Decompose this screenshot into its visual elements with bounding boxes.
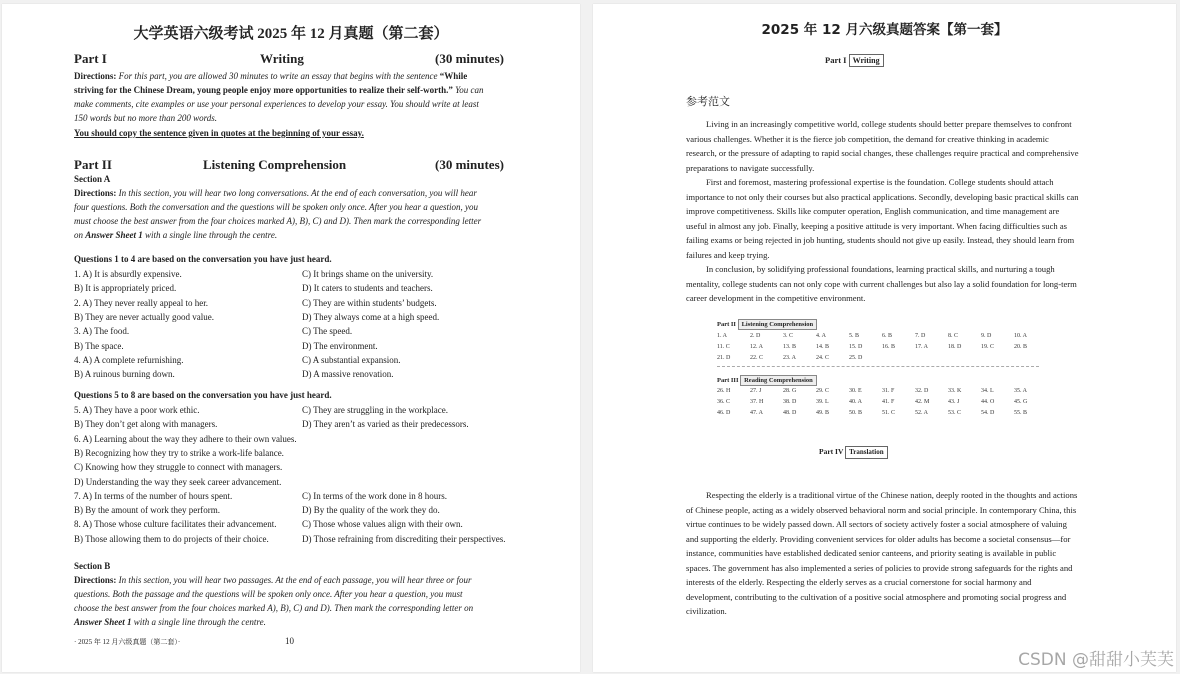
answer-row <box>717 386 1047 397</box>
answer-cell: 48. D <box>783 410 797 416</box>
answer-option-right: C) It brings shame on the university. <box>302 269 434 279</box>
translation-paragraph: Respecting the elderly is a traditional virtue of the Chinese nation, deeply rooted in the thoughts and actions of Chinese people, acting as a widely observed behavioral norm and social principle. In contemporary China, this virtue continues to be widely passed down. All sectors of society actively foster a social atmosphere of valuing and supporting the elderly. Providing convenient services for older adults has become a societal consensus—for instance, communities have established dedicated senior canteens, and priority seating is available in public spaces. The government has also implemented a series of policies to provide strong safeguards for the rights and interests of the elderly. Respecting the elderly serves as a crucial cornerstone for social harmony and development, contributing to the cultivation of a positive social atmosphere and promoting social progress and civilization. <box>686 490 1078 616</box>
answer-option-left: B) They are never actually good value. <box>74 311 215 322</box>
part1-directions-line3: make comments, cite examples or use your personal experiences to develop your essay. You should write at least <box>74 99 479 109</box>
answer-cell: 38. D <box>783 399 797 405</box>
answer-cell: 55. B <box>1014 410 1028 416</box>
essay-paragraph: Living in an increasingly competitive world, college students should better prepare themselves to confront various challenges. Whether it is the fierce job competition, the demand for creative thinking in academic research, or the pressure of adapting to rapid social changes, these challenges require practical and comprehensive preparations to navigate successfully. <box>686 119 1079 173</box>
section-b-directions-3: choose the best answer from the four choices marked A), B), C) and D). Then mark the corresponding letter on <box>74 603 474 613</box>
answer-cell: 6. B <box>882 333 893 339</box>
answer-cell: 12. A <box>750 344 764 350</box>
section-a-directions-3: must choose the best answer from the four choices marked A), B), C) and D). Then mark the corresponding letter <box>74 216 482 226</box>
answer-cell: 27. J <box>750 388 762 394</box>
essay-paragraph: First and foremost, mastering professional expertise is the foundation. College students should attach importance to not only their courses but also practical applications. Secondly, developing basic practical skills can improve competitiveness. Skills like computer operation, English communication, and time management are useful in almost any job. Finally, keeping a positive attitude is very important. When facing difficulties such as failing exams or being rejected in job hunting, students should not give up easily. Instead, they should learn from failures and keep trying. <box>686 177 1079 260</box>
answer-cell: 30. E <box>849 388 862 394</box>
part1-instruction: You should copy the sentence given in quotes at the beginning of your essay. <box>74 128 364 138</box>
answer-cell: 46. D <box>717 410 731 416</box>
part1-box: Writing <box>849 54 884 67</box>
answer-option-right: D) It caters to students and teachers. <box>302 283 433 294</box>
part1-label: Part I <box>74 51 107 66</box>
answer-option-left: B) Those allowing them to do projects of their choice. <box>74 533 269 544</box>
answer-cell: 25. D <box>849 355 863 361</box>
answer-cell: 17. A <box>915 344 929 350</box>
answer-option-left: 1. A) It is absurdly expensive. <box>74 269 182 279</box>
answer-cell: 21. D <box>717 355 731 361</box>
answer-cell: 13. B <box>783 344 797 350</box>
part2-name: Listening Comprehension <box>203 157 347 172</box>
section-b-directions-4: Answer Sheet 1 with a single line through the centre. <box>74 617 266 627</box>
answer-cell: 35. A <box>1014 388 1028 394</box>
answer-option-left: B) A ruinous burning down. <box>74 369 175 380</box>
answer-row <box>717 342 1047 353</box>
essay-paragraph: In conclusion, by solidifying professional foundations, learning practical skills, and nurturing a tough mentality, college students can not only cope with current challenges but also lay a solid foundation for long-term career development in the competitive environment. <box>686 264 1077 303</box>
page-footer-label: · 2025 年 12 月六级真题（第二套）· <box>74 638 181 646</box>
answer-row <box>717 408 1047 419</box>
section-a-heading: Section A <box>74 174 111 184</box>
part2-time: (30 minutes) <box>435 157 504 172</box>
answer-cell: 5. B <box>849 333 860 339</box>
answer-option-left: B) It is appropriately priced. <box>74 283 177 294</box>
answer-option-right: D) By the quality of the work they do. <box>302 505 440 516</box>
answer-cell: 8. C <box>948 333 959 339</box>
answer-option-left: C) Knowing how they struggle to connect with managers. <box>74 462 283 473</box>
answer-cell: 2. D <box>750 333 761 339</box>
answer-cell: 50. B <box>849 410 863 416</box>
answer-cell: 49. B <box>816 410 830 416</box>
questions-1-4-header: Questions 1 to 4 are based on the conversation you have just heard. <box>74 254 332 264</box>
answer-cell: 39. L <box>816 399 829 405</box>
answer-cell: 52. A <box>915 410 929 416</box>
answer-option-left: B) They don’t get along with managers. <box>74 419 218 430</box>
answer-option-right: D) They aren’t as varied as their predecessors. <box>302 419 469 430</box>
answer-cell: 36. C <box>717 399 731 405</box>
answer-cell: 33. K <box>948 388 962 394</box>
answer-cell: 19. C <box>981 344 995 350</box>
part1-heading: Part I Writing <box>825 54 884 67</box>
answer-cell: 22. C <box>750 355 764 361</box>
section-a-directions-2: four questions. Both the conversation and the questions will be spoken only once. After you hear a question, you <box>74 202 479 212</box>
questions-5-8-header: Questions 5 to 8 are based on the conversation you have just heard. <box>74 390 332 400</box>
answer-cell: 24. C <box>816 355 830 361</box>
part1-name: Writing <box>260 51 304 66</box>
part1-time: (30 minutes) <box>435 51 504 66</box>
answer-cell: 29. C <box>816 388 830 394</box>
part4-heading: Part IV Translation <box>819 446 888 459</box>
answer-cell: 45. G <box>1014 399 1028 405</box>
answer-option-right: C) They are struggling in the workplace. <box>302 405 449 415</box>
answer-cell: 26. H <box>717 388 731 394</box>
page-number: 10 <box>285 636 294 646</box>
answer-cell: 1. A <box>717 333 728 339</box>
answer-option-left: B) By the amount of work they perform. <box>74 505 220 516</box>
part1-directions-line2: striving for the Chinese Dream, young people enjoy more opportunities to realize their self-worth.” You can <box>74 85 484 95</box>
answer-cell: 10. A <box>1014 333 1028 339</box>
answer-cell: 4. A <box>816 333 827 339</box>
answer-option-left: 2. A) They never really appeal to her. <box>74 297 209 308</box>
answer-option-right: C) They are within students’ budgets. <box>302 297 437 308</box>
answer-cell: 9. D <box>981 333 992 339</box>
answer-option-left: 6. A) Learning about the way they adhere to their own values. <box>74 433 297 444</box>
part2-answers-heading: Part II Listening Comprehension <box>717 319 817 330</box>
answer-option-right: C) Those whose values align with their own. <box>302 519 463 530</box>
exam-page-left <box>2 4 580 672</box>
section-b-directions-1: Directions: In this section, you will hear two passages. At the end of each passage, you will hear three or four <box>74 575 472 585</box>
answer-cell: 18. D <box>948 344 962 350</box>
answer-option-left: D) Understanding the way they seek career advancement. <box>74 476 282 487</box>
watermark: CSDN @甜甜小芙芙 <box>1018 650 1174 670</box>
answer-cell: 37. H <box>750 399 764 405</box>
section-a-directions-4: on Answer Sheet 1 with a single line through the centre. <box>74 230 278 240</box>
answer-option-right: D) The environment. <box>302 340 378 351</box>
answer-cell: 34. L <box>981 388 994 394</box>
part2-answer-grid <box>717 331 1047 364</box>
answer-cell: 44. O <box>981 399 995 405</box>
answer-option-left: B) Recognizing how they try to strike a work-life balance. <box>74 447 284 458</box>
answer-option-left: 4. A) A complete refurnishing. <box>74 354 184 365</box>
answer-cell: 42. M <box>915 399 930 405</box>
answer-cell: 32. D <box>915 388 929 394</box>
answer-option-right: C) A substantial expansion. <box>302 354 401 365</box>
answer-cell: 51. C <box>882 410 896 416</box>
exam-title: 大学英语六级考试 2025 年 12 月真题（第二套） <box>133 26 449 42</box>
answer-cell: 41. F <box>882 399 895 405</box>
answer-cell: 53. C <box>948 410 962 416</box>
answer-row <box>717 397 1047 408</box>
part3-answer-grid <box>717 386 1047 419</box>
answer-option-left: B) The space. <box>74 340 124 351</box>
answer-cell: 28. G <box>783 388 797 394</box>
answer-cell: 54. D <box>981 410 995 416</box>
reference-essay-heading: 参考范文 <box>686 95 730 108</box>
answer-cell: 31. F <box>882 388 895 394</box>
answer-cell: 47. A <box>750 410 764 416</box>
section-b-heading: Section B <box>74 561 111 571</box>
answer-cell: 7. D <box>915 333 926 339</box>
answer-row <box>717 331 1047 342</box>
answer-cell: 3. C <box>783 333 794 339</box>
answer-cell: 40. A <box>849 399 863 405</box>
answer-option-right: C) In terms of the work done in 8 hours. <box>302 490 447 501</box>
answer-row <box>717 353 1047 364</box>
section-b-directions-2: questions. Both the passage and the questions will be spoken only once. After you hear a question, you must <box>74 589 463 599</box>
reference-essay <box>686 117 1079 306</box>
answer-option-left: 7. A) In terms of the number of hours spent. <box>74 490 233 501</box>
answer-page-right <box>593 4 1176 672</box>
answer-title: 2025 年 12 月六级真题答案【第一套】 <box>761 22 1008 38</box>
answer-cell: 16. B <box>882 344 896 350</box>
answer-option-right: D) A massive renovation. <box>302 369 394 380</box>
answer-option-left: 8. A) Those whose culture facilitates their advancement. <box>74 519 277 530</box>
answer-cell: 11. C <box>717 344 730 350</box>
answer-option-left: 3. A) The food. <box>74 326 130 337</box>
answer-cell: 23. A <box>783 355 797 361</box>
answer-cell: 20. B <box>1014 344 1028 350</box>
part3-answers-heading: Part III Reading Comprehension <box>717 375 817 386</box>
translation-text <box>686 488 1079 619</box>
answer-cell: 15. D <box>849 344 863 350</box>
part2-label: Part II <box>74 157 112 172</box>
answer-option-right: D) Those refraining from discrediting their perspectives. <box>302 533 506 544</box>
part1-directions-line1: Directions: For this part, you are allowed 30 minutes to write an essay that begins with the sentence “While <box>74 71 468 81</box>
section-a-directions-1: Directions: In this section, you will hear two long conversations. At the end of each conversation, you will hear <box>74 188 477 198</box>
answer-cell: 43. J <box>948 399 960 405</box>
answer-option-right: D) They always come at a high speed. <box>302 311 440 322</box>
answer-option-left: 5. A) They have a poor work ethic. <box>74 405 200 415</box>
part1-directions-line4: 150 words but no more than 200 words. <box>74 113 218 123</box>
answer-option-right: C) The speed. <box>302 326 353 337</box>
answer-cell: 14. B <box>816 344 830 350</box>
divider <box>717 366 1039 367</box>
